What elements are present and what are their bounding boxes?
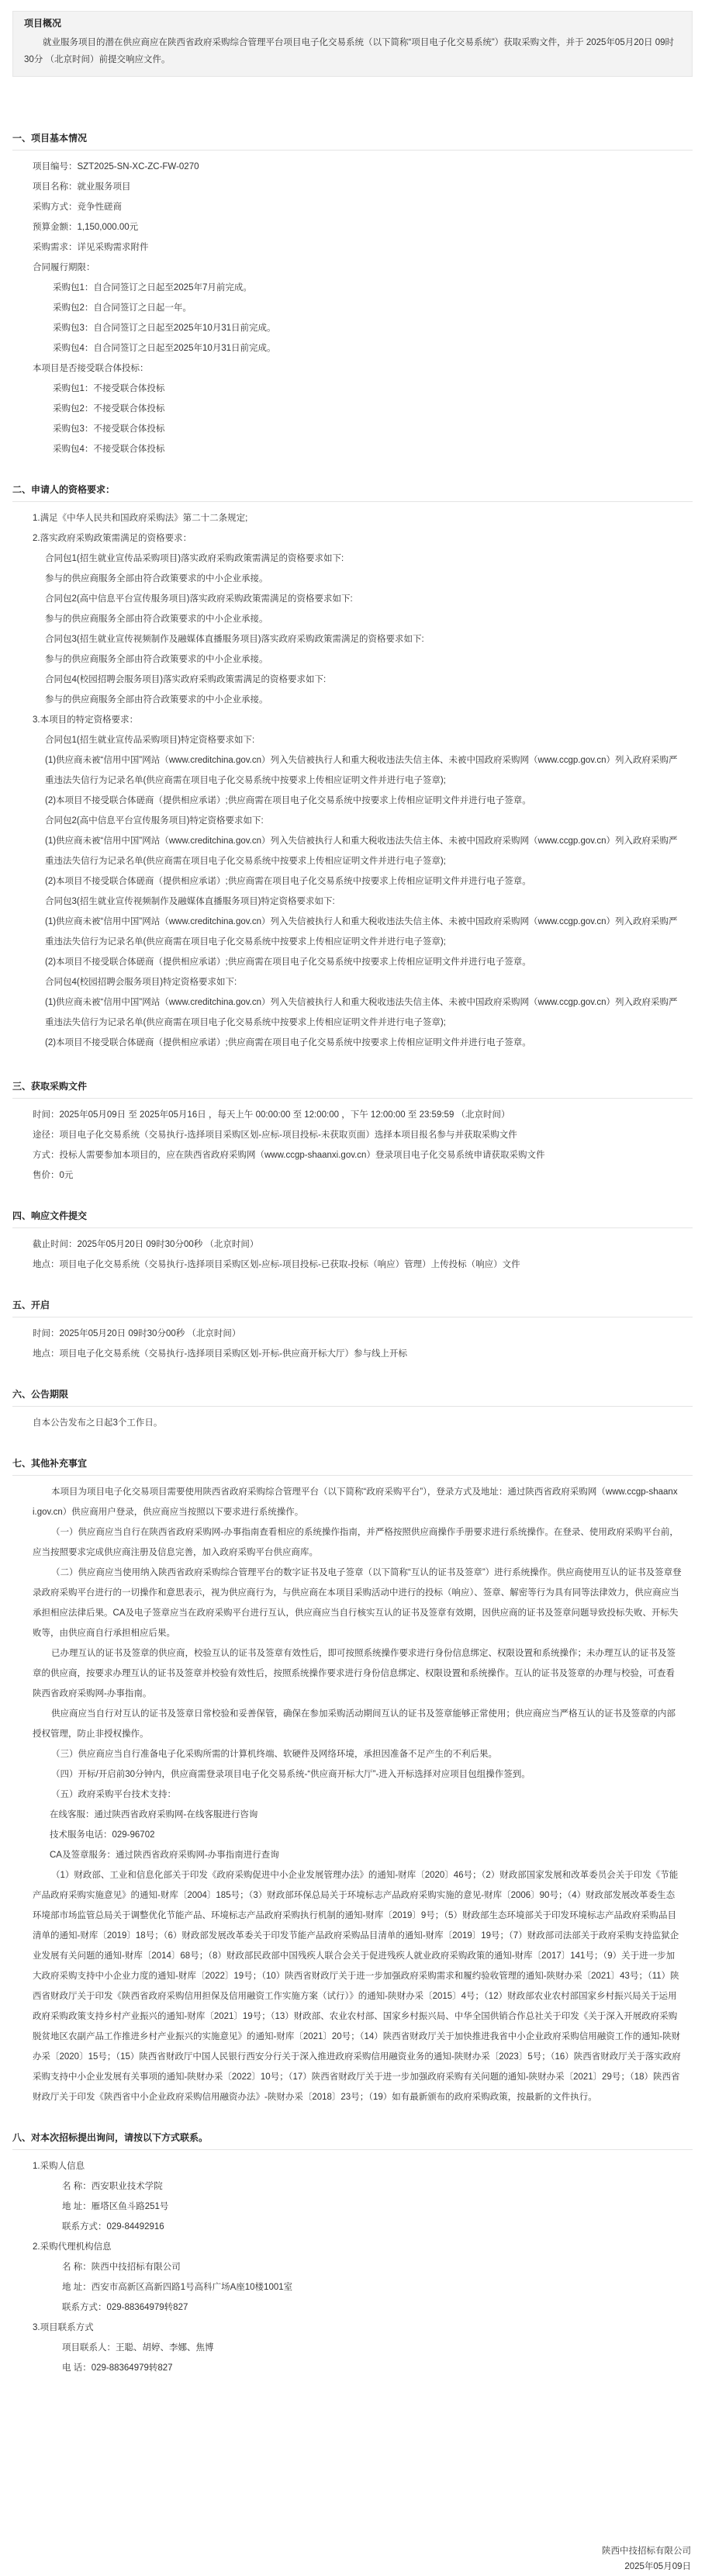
consortium-item: 采购包4：不接受联合体投标 [53,445,165,454]
footer-company: 陕西中技招标有限公司 [602,2547,691,2556]
package-requirement: (1)供应商未被“信用中国”网站（www.creditchina.gov.cn）列入失信被执行人和重大税收违法失信主体、未被中国政府采购网（www.ccgp.gov.cn）列入政府采购严重违法失信行为记录名单(供应商需在项目电子化交易系统中按要求上传相应证明文件并进行电子签章); [45,917,678,947]
footer-signature [536,2543,691,2574]
agency-label: 2.采购代理机构信息 [33,2242,112,2252]
policy-line: 参与的供应商服务全部由符合政策要求的中小企业承接。 [45,695,268,705]
overview-title: 项目概况 [24,18,62,29]
policy-line: 合同包1(招生就业宣传品采购项目)落实政府采购政策需满足的资格要求如下: [45,554,344,563]
project-contact-phone: 电 话：029-88364979转827 [62,2363,173,2373]
package-requirement: (1)供应商未被“信用中国”网站（www.creditchina.gov.cn）列入失信被执行人和重大税收违法失信主体、未被中国政府采购网（www.ccgp.gov.cn）列入政府采购严重违法失信行为记录名单(供应商需在项目电子化交易系统中按要求上传相应证明文件并进行电子签章); [45,756,678,785]
policy-line: 参与的供应商服务全部由符合政策要求的中小企业承接。 [45,574,268,583]
section-title: 六、公告期限 [12,1387,693,1407]
section-title: 一、项目基本情况 [12,131,693,151]
policy-list: （1）财政部、工业和信息化部关于印发《政府采购促进中小企业发展管理办法》的通知-财库〔2020〕46号；（2）财政部国家发展和改革委员会关于印发《节能产品政府采购实施意见》的通知-财库〔2004〕185号；（3）财政部环保总局关于环境标志产品政府采购实施的意见-财库〔2006〕90号；（4）财政部发展改革委生态环境部市场监管总局关于调整优化节能产品、环境标志产品政府采购执行机制的通知-财库〔2019〕9号；（5）财政部生态环境部关于印发环境标志产品政府采购品目清单的通知-财库〔2019〕18号；（6）财政部发展改革委关于印发节能产品政府采购品目清单的通知-财库〔2019〕19号；（7）财政部司法部关于政府采购支持监狱企业发展有关问题的通知-财库〔2014〕68号；（8）财政部民政部中国残疾人联合会关于促进残疾人就业政府采购政策的通知-财库〔2017〕141号；（9）关于进一步加大政府采购支持中小企业力度的通知-财库〔2022〕19号；（10）陕西省财政厅关于进一步加强政府采购需求和履约验收管理的通知-陕财办采〔2021〕43号；（11）陕西省财政厅关于印发《陕西省政府采购信用担保及信用融资工作实施方案（试行）》的通知-陕财办采〔2015〕4号；（12）财政部农业农村部国家乡村振兴局关于运用政府采购政策支持乡村产业振兴的通知-财库〔2021〕19号；（13）财政部、农业农村部、国家乡村振兴局、中华全国供销合作总社关于印发《关于深入开展政府采购脱贫地区农副产品工作推进乡村产业振兴的实施意见》的通知-财库〔2021〕20号；（14）陕西省财政厅关于加快推进我省中小企业政府采购信用融资工作的通知-陕财办采〔2020〕15号；（15）陕西省财政厅中国人民银行西安分行关于深入推进政府采购信用融资业务的通知-陕财办采〔2023〕5号；（16）陕西省财政厅关于落实政府采购支持中小企业发展有关事项的通知-陕财办采〔2022〕10号；（17）陕西省财政厅关于进一步加强政府采购有关问题的通知-陕财办采〔2021〕29号；（18）陕西省财政厅关于印发《陕西省中小企业政府采购信用融资办法》-陕财办采〔2018〕23号；（19）如有最新颁布的政府采购政策，按最新的文件执行。 [33,1871,681,2102]
policy-line: 参与的供应商服务全部由符合政策要求的中小企业承接。 [45,655,268,664]
consortium-item: 采购包3：不接受联合体投标 [53,424,165,434]
other-paragraph: （五）政府采购平台技术支持： [51,1790,176,1799]
obtain-method: 方式：投标人需要参加本项目的，应在陕西省政府采购网（www.ccgp-shaanxi.gov.cn）登录项目电子化交易系统申请获取采购文件 [33,1151,545,1160]
consortium-item: 采购包1：不接受联合体投标 [53,384,165,393]
contract-term-label: 合同履行期限： [33,263,95,272]
policy-line: 合同包2(高中信息平台宣传服务项目)落实政府采购政策需满足的资格要求如下: [45,594,353,604]
package-heading: 合同包2(高中信息平台宣传服务项目)特定资格要求如下: [45,816,264,826]
obtain-path: 途径：项目电子化交易系统（交易执行-选择项目采购区划-应标-项目投标-未获取页面）选择本项目报名参与并获取采购文件 [33,1130,517,1140]
purchaser-address: 地 址：雁塔区鱼斗路251号 [62,2202,169,2211]
contract-term-item: 采购包1：自合同签订之日起至2025年7月前完成。 [53,283,252,293]
section-title: 四、响应文件提交 [12,1209,693,1228]
consortium-label: 本项目是否接受联合体投标： [33,364,149,373]
policy-line: 参与的供应商服务全部由符合政策要求的中小企业承接。 [45,615,268,624]
purchaser-phone: 联系方式：029-84492916 [62,2222,164,2231]
package-heading: 合同包1(招生就业宣传品采购项目)特定资格要求如下: [45,736,255,745]
package-requirement: (1)供应商未被“信用中国”网站（www.creditchina.gov.cn）列入失信被执行人和重大税收违法失信主体、未被中国政府采购网（www.ccgp.gov.cn）列入政府采购严重违法失信行为记录名单(供应商需在项目电子化交易系统中按要求上传相应证明文件并进行电子签章); [45,998,678,1027]
notice-period-text: 自本公告发布之日起3个工作日。 [33,1418,163,1428]
section-title: 二、申请人的资格要求： [12,483,693,502]
procurement-need: 采购需求：详见采购需求附件 [33,243,149,252]
opening-time: 时间：2025年05月20日 09时30分00秒 （北京时间） [33,1329,241,1338]
project-name: 项目名称：就业服务项目 [33,182,131,192]
announcement-page [0,11,705,2576]
other-paragraph: 供应商应当自行对互认的证书及签章日常校验和妥善保管，确保在参加采购活动期间互认的证书及签章能够正常使用；供应商应当严格互认的证书及签章的内部授权管理，防止非授权操作。 [33,1709,676,1739]
qualification-line: 2.落实政府采购政策需满足的资格要求： [33,534,192,543]
agency-phone: 联系方式：029-88364979转827 [62,2303,188,2312]
section-title: 八、对本次招标提出询问，请按以下方式联系。 [12,2131,693,2150]
budget-amount: 预算金额：1,150,000.00元 [33,223,139,232]
other-paragraph: 已办理互认的证书及签章的供应商，校验互认的证书及签章有效性后，即可按照系统操作要求进行身份信息绑定、权限设置和系统操作；未办理互认的证书及签章的供应商，按要求办理互认的证书及签章并校验有效性后，按照系统操作要求进行身份信息绑定、权限设置和系统操作。互认的证书及签章的办理与校验，可查看陕西省政府采购网-办事指南。 [33,1649,676,1698]
qualification-line: 3.本项目的特定资格要求： [33,715,139,725]
contract-term-item: 采购包3：自合同签订之日起至2025年10月31日前完成。 [53,324,276,333]
purchaser-name: 名 称：西安职业技术学院 [62,2182,163,2191]
purchaser-label: 1.采购人信息 [33,2162,85,2171]
section-title: 五、开启 [12,1298,693,1317]
section-title: 七、其他补充事宜 [12,1456,693,1476]
section-opening [12,1298,693,1364]
obtain-time: 时间：2025年05月09日 至 2025年05月16日 ，每天上午 00:00:00 至 12:00:00 ，下午 12:00:00 至 23:59:59 （北京时间） [33,1110,510,1120]
other-paragraph: （四）开标/开启前30分钟内，供应商需登录项目电子化交易系统-“供应商开标大厅”-进入开标选择对应项目包组操作签到。 [51,1770,530,1779]
other-paragraph: 本项目为项目电子化交易项目需要使用陕西省政府采购综合管理平台（以下简称“政府采购平台”），登录方式及地址：通过陕西省政府采购网（www.ccgp-shaanxi.gov.cn）供应商用户登录，供应商应当按照以下要求进行系统操作。 [33,1487,678,1517]
project-contact-people: 项目联系人：王聪、胡婷、李娜、焦博 [62,2343,214,2353]
contract-term-item: 采购包4：自合同签订之日起至2025年10月31日前完成。 [53,344,276,353]
section-obtain-documents [12,1079,693,1186]
section-contact [12,2131,693,2378]
opening-place: 地点：项目电子化交易系统（交易执行-选择项目采购区划-开标-供应商开标大厅）参与线上开标 [33,1349,407,1359]
submission-place: 地点：项目电子化交易系统（交易执行-选择项目采购区划-应标-项目投标-已获取-投标（响应）管理）上传投标（响应）文件 [33,1260,520,1269]
procurement-method: 采购方式：竞争性磋商 [33,203,122,212]
project-number: 项目编号：SZT2025-SN-XC-ZC-FW-0270 [33,162,199,171]
consortium-item: 采购包2：不接受联合体投标 [53,404,165,414]
qualification-line: 1.满足《中华人民共和国政府采购法》第二十二条规定; [33,514,248,523]
footer-date: 2025年05月09日 [624,2562,691,2571]
overview-text: 就业服务项目的潜在供应商应在陕西省政府采购综合管理平台项目电子化交易系统（以下简称“项目电子化交易系统”）获取采购文件，并于 2025年05月20日 09时30分 （北京时间）前提交响应文件。 [24,38,674,64]
other-paragraph: （三）供应商应当自行准备电子化采购所需的计算机终端、软硬件及网络环境，承担因准备不足产生的不利后果。 [51,1750,497,1759]
agency-address: 地 址：西安市高新区高新四路1号高科广场A座10楼1001室 [62,2283,293,2292]
contract-term-item: 采购包2：自合同签订之日起一年。 [53,303,192,313]
support-ca: CA及签章服务：通过陕西省政府采购网-办事指南进行查询 [50,1851,279,1860]
section-qualification [12,483,693,1053]
package-requirement: (2)本项目不接受联合体磋商（提供相应承诺）;供应商需在项目电子化交易系统中按要求上传相应证明文件并进行电子签章。 [45,877,531,886]
submission-deadline: 截止时间：2025年05月20日 09时30分00秒 （北京时间） [33,1240,259,1249]
section-submission [12,1209,693,1275]
other-paragraph: （一）供应商应当自行在陕西省政府采购网-办事指南查看相应的系统操作指南，并严格按照供应商操作手册要求进行系统操作。在登录、使用政府采购平台前，应当按照要求完成供应商注册及信息完善，加入政府采购平台供应商库。 [33,1528,679,1557]
section-other-matters [12,1456,693,2107]
package-heading: 合同包3(招生就业宣传视频制作及融媒体直播服务项目)特定资格要求如下: [45,897,335,906]
project-overview-box [12,11,693,77]
package-heading: 合同包4(校园招聘会服务项目)特定资格要求如下: [45,978,237,987]
package-requirement: (1)供应商未被“信用中国”网站（www.creditchina.gov.cn）列入失信被执行人和重大税收违法失信主体、未被中国政府采购网（www.ccgp.gov.cn）列入政府采购严重违法失信行为记录名单(供应商需在项目电子化交易系统中按要求上传相应证明文件并进行电子签章); [45,836,678,866]
package-requirement: (2)本项目不接受联合体磋商（提供相应承诺）;供应商需在项目电子化交易系统中按要求上传相应证明文件并进行电子签章。 [45,1038,531,1047]
section-basic-info [12,131,693,459]
other-paragraph: （二）供应商应当使用纳入陕西省政府采购综合管理平台的数字证书及电子签章（以下简称“互认的证书及签章”）进行系统操作。供应商使用互认的证书及签章登录政府采购平台进行的一切操作和意思表示，视为供应商行为，与供应商在本项目采购活动中进行的投标（响应）、签章、解密等行为具有同等法律效力，供应商应当承担相应法律后果。CA及电子签章应当在政府采购平台进行互认，供应商应当自行核实互认的证书及签章有效期，因供应商的证书及签章问题导致投标失败、开标失败等，由供应商自行承担相应后果。 [33,1568,682,1638]
package-requirement: (2)本项目不接受联合体磋商（提供相应承诺）;供应商需在项目电子化交易系统中按要求上传相应证明文件并进行电子签章。 [45,957,531,967]
policy-line: 合同包3(招生就业宣传视频制作及融媒体直播服务项目)落实政府采购政策需满足的资格要求如下: [45,635,424,644]
obtain-price: 售价：0元 [33,1171,74,1180]
section-notice-period [12,1387,693,1433]
policy-line: 合同包4(校园招聘会服务项目)落实政府采购政策需满足的资格要求如下: [45,675,327,684]
package-requirement: (2)本项目不接受联合体磋商（提供相应承诺）;供应商需在项目电子化交易系统中按要求上传相应证明文件并进行电子签章。 [45,796,531,805]
project-contact-label: 3.项目联系方式 [33,2323,94,2332]
agency-name: 名 称：陕西中技招标有限公司 [62,2263,181,2272]
support-online: 在线客服：通过陕西省政府采购网-在线客服进行咨询 [50,1810,258,1819]
section-title: 三、获取采购文件 [12,1079,693,1099]
support-phone: 技术服务电话：029-96702 [50,1830,155,1840]
